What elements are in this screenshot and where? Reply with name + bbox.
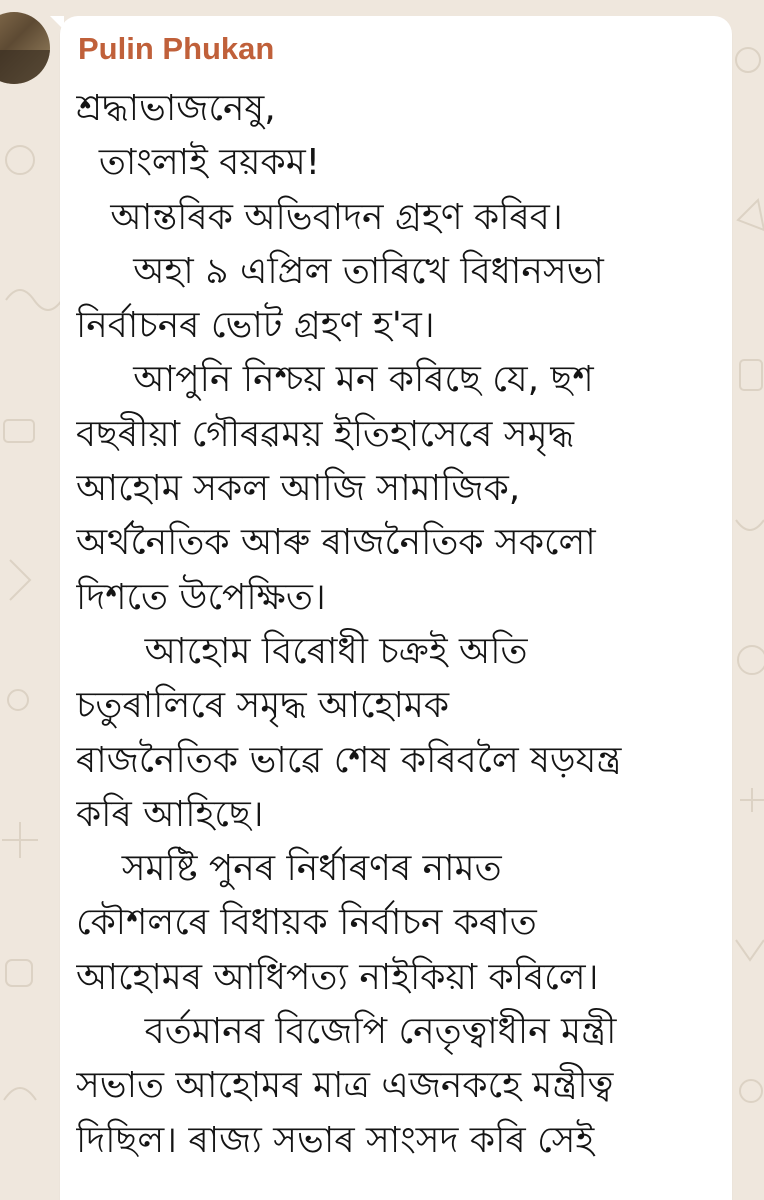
message-line: সভাত আহোমৰ মাত্ৰ এজনকহে মন্ত্ৰীত্ব — [76, 1065, 614, 1107]
message-bubble[interactable] — [60, 16, 732, 1200]
message-line: সমষ্টি পুনৰ নিৰ্ধাৰণৰ নামত — [76, 848, 502, 890]
message-line: অৰ্থনৈতিক আৰু ৰাজনৈতিক সকলো — [76, 522, 596, 564]
message-text — [76, 82, 726, 1168]
message-line: অহা ৯ এপ্ৰিল তাৰিখে বিধানসভা — [76, 250, 604, 292]
message-line: শ্ৰদ্ধাভাজনেষু, — [76, 88, 276, 129]
message-line: চতুৰালিৰে সমৃদ্ধ আহোমক — [76, 685, 450, 727]
message-line: দিছিল। ৰাজ্য সভাৰ সাংসদ কৰি সেই — [76, 1119, 595, 1161]
message-line: আপুনি নিশ্চয় মন কৰিছে যে, ছশ — [76, 359, 594, 401]
message-line: কৌশলৰে বিধায়ক নিৰ্বাচন কৰাত — [76, 902, 537, 944]
message-line: বৰ্তমানৰ বিজেপি নেতৃত্বাধীন মন্ত্ৰী — [76, 1011, 617, 1053]
message-line: তাংলাই বয়কম! — [76, 142, 321, 184]
message-line: বছৰীয়া গৌৰৱময় ইতিহাসেৰে সমৃদ্ধ — [76, 413, 574, 455]
sender-name[interactable]: Pulin Phukan — [78, 31, 275, 66]
message-line: কৰি আহিছে। — [76, 793, 264, 835]
message-line: নিৰ্বাচনৰ ভোট গ্ৰহণ হ'ব। — [76, 305, 435, 347]
message-line: দিশতে উপেক্ষিত। — [76, 576, 326, 618]
message-line: আহোম সকল আজি সামাজিক, — [76, 468, 521, 510]
avatar-photo-shade — [0, 50, 50, 84]
message-line: আহোম বিৰোধী চক্ৰই অতি — [76, 630, 528, 672]
message-line: আন্তৰিক অভিবাদন গ্ৰহণ কৰিব। — [76, 196, 563, 238]
message-line: ৰাজনৈতিক ভাৱে শেষ কৰিবলৈ ষড়যন্ত্ৰ — [76, 739, 622, 781]
message-line: আহোমৰ আধিপত্য নাইকিয়া কৰিলে। — [76, 956, 599, 998]
